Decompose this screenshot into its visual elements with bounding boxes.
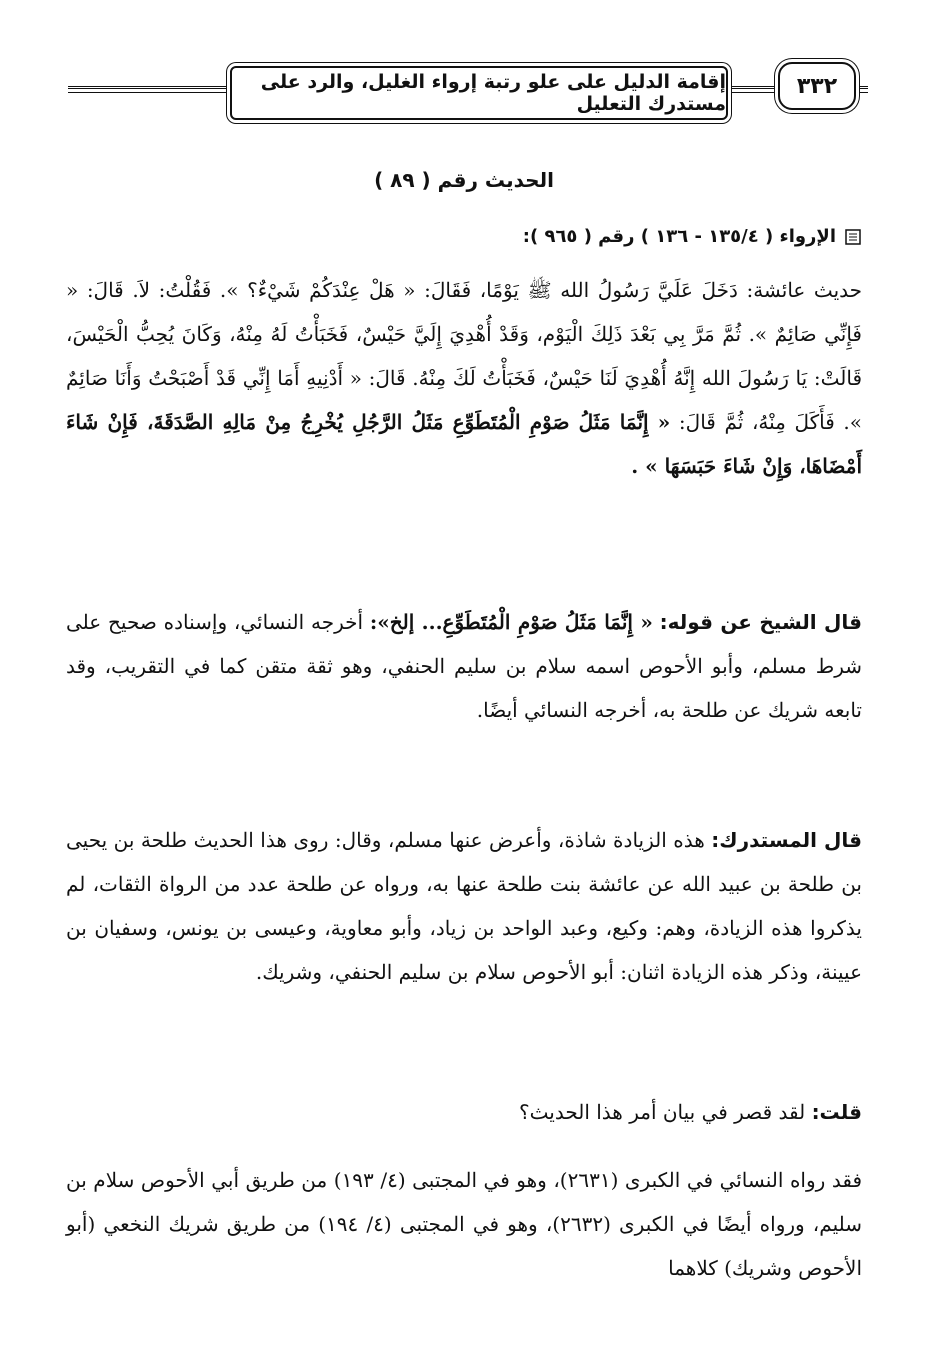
mustadrik-comment xyxy=(66,818,862,994)
hadith-number-heading: الحديث رقم ( ٨٩ ) xyxy=(374,168,554,192)
hadith-paragraph: حديث عائشة: دَخَلَ عَلَيَّ رَسُولُ الله ﷺ يَوْمًا، فَقَالَ: « هَلْ عِنْدَكُمْ شَيْءٌ؟ ». فَقُلْتُ: لاَ. قَالَ: « فَإِنِّي صَائِمٌ ». ثُمَّ مَرَّ بِي بَعْدَ ذَلِكَ الْيَوْم، وَقَدْ أُهْدِيَ إِلَيَّ حَيْسٌ، فَخَبَأْتُ لَهُ مِنْهُ، وَكَانَ يُحِبُّ الْحَيْسَ، قَالَتْ: يَا رَسُولَ الله إِنَّهُ أُهْدِيَ لَنَا حَيْسٌ، فَخَبَأْتُ لَكَ مِنْهُ. قَالَ: « أَدْنِيهِ أَمَا إِنِّي قَدْ أَصْبَحْتُ وَأَنَا صَائِمٌ ». فَأَكَلَ مِنْهُ، ثُمَّ قَالَ: xyxy=(66,278,863,434)
running-title-frame xyxy=(230,66,728,120)
book-icon xyxy=(844,228,862,246)
source-reference-text: الإرواء ( ١٣٥/٤ - ١٣٦ ) رقم ( ٩٦٥ ): xyxy=(522,226,836,247)
page-number-frame xyxy=(778,62,856,110)
mustadrik-text: هذه الزيادة شاذة، وأعرض عنها مسلم، وقال: روى هذا الحديث طلحة بن يحيى بن طلحة بن عبيد الله عن عائشة بنت طلحة عنها به، ورواه عن طلحة عدد من الرواة الثقات، لم يذكروا هذه الزيادة، وهم: وكيع، وعبد الواحد بن زياد، وأبو معاوية، وعيسى بن يونس، وسفيان بن عيينة، وذكر هذه الزيادة اثنان: أبو الأحوص سلام بن سليم الحنفي، وشريك. xyxy=(66,828,862,984)
hadith-text xyxy=(66,268,862,488)
qultu-comment xyxy=(66,1090,862,1134)
page-number: ٣٣٢ xyxy=(796,73,838,99)
final-paragraph xyxy=(66,1158,862,1290)
qultu-label: قلت: xyxy=(811,1100,862,1124)
running-title: إقامة الدليل على علو رتبة إرواء الغليل، والرد على مستدرك التعليل xyxy=(260,71,726,115)
final-text: فقد رواه النسائي في الكبرى (٢٦٣١)، وهو في المجتبى (٤/ ١٩٣) من طريق أبي الأحوص سلام بن سليم، ورواه أيضًا في الكبرى (٢٦٣٢)، وهو في المجتبى (٤/ ١٩٤) من طريق شريك النخعي (أبو الأحوص وشريك) كلاهما xyxy=(66,1168,862,1280)
mustadrik-label: قال المستدرك: xyxy=(711,828,863,852)
sheikh-comment xyxy=(66,600,862,732)
sheikh-quote: « إِنَّمَا مَثَلُ صَوْمِ الْمُتَطَوِّعِ... إلخ»: xyxy=(369,610,653,634)
source-reference xyxy=(523,226,862,247)
sheikh-text: أخرجه النسائي، وإسناده صحيح على شرط مسلم، وأبو الأحوص اسمه سلام بن سليم الحنفي، وهو ثقة متقن كما في التقريب، وقد تابعه شريك عن طلحة به، أخرجه النسائي أيضًا. xyxy=(66,610,862,722)
sheikh-label: قال الشيخ عن قوله: xyxy=(659,610,862,634)
hadith-quote: « إِنَّمَا مَثَلُ صَوْمِ الْمُتَطَوِّعِ مَثَلُ الرَّجُلِ يُخْرِجُ مِنْ مَالِهِ الصَّدَقَةَ، فَإِنْ شَاءَ أَمْضَاهَا، وَإِنْ شَاءَ حَبَسَهَا » . xyxy=(66,410,862,478)
qultu-text: لقد قصر في بيان أمر هذا الحديث؟ xyxy=(519,1100,806,1124)
